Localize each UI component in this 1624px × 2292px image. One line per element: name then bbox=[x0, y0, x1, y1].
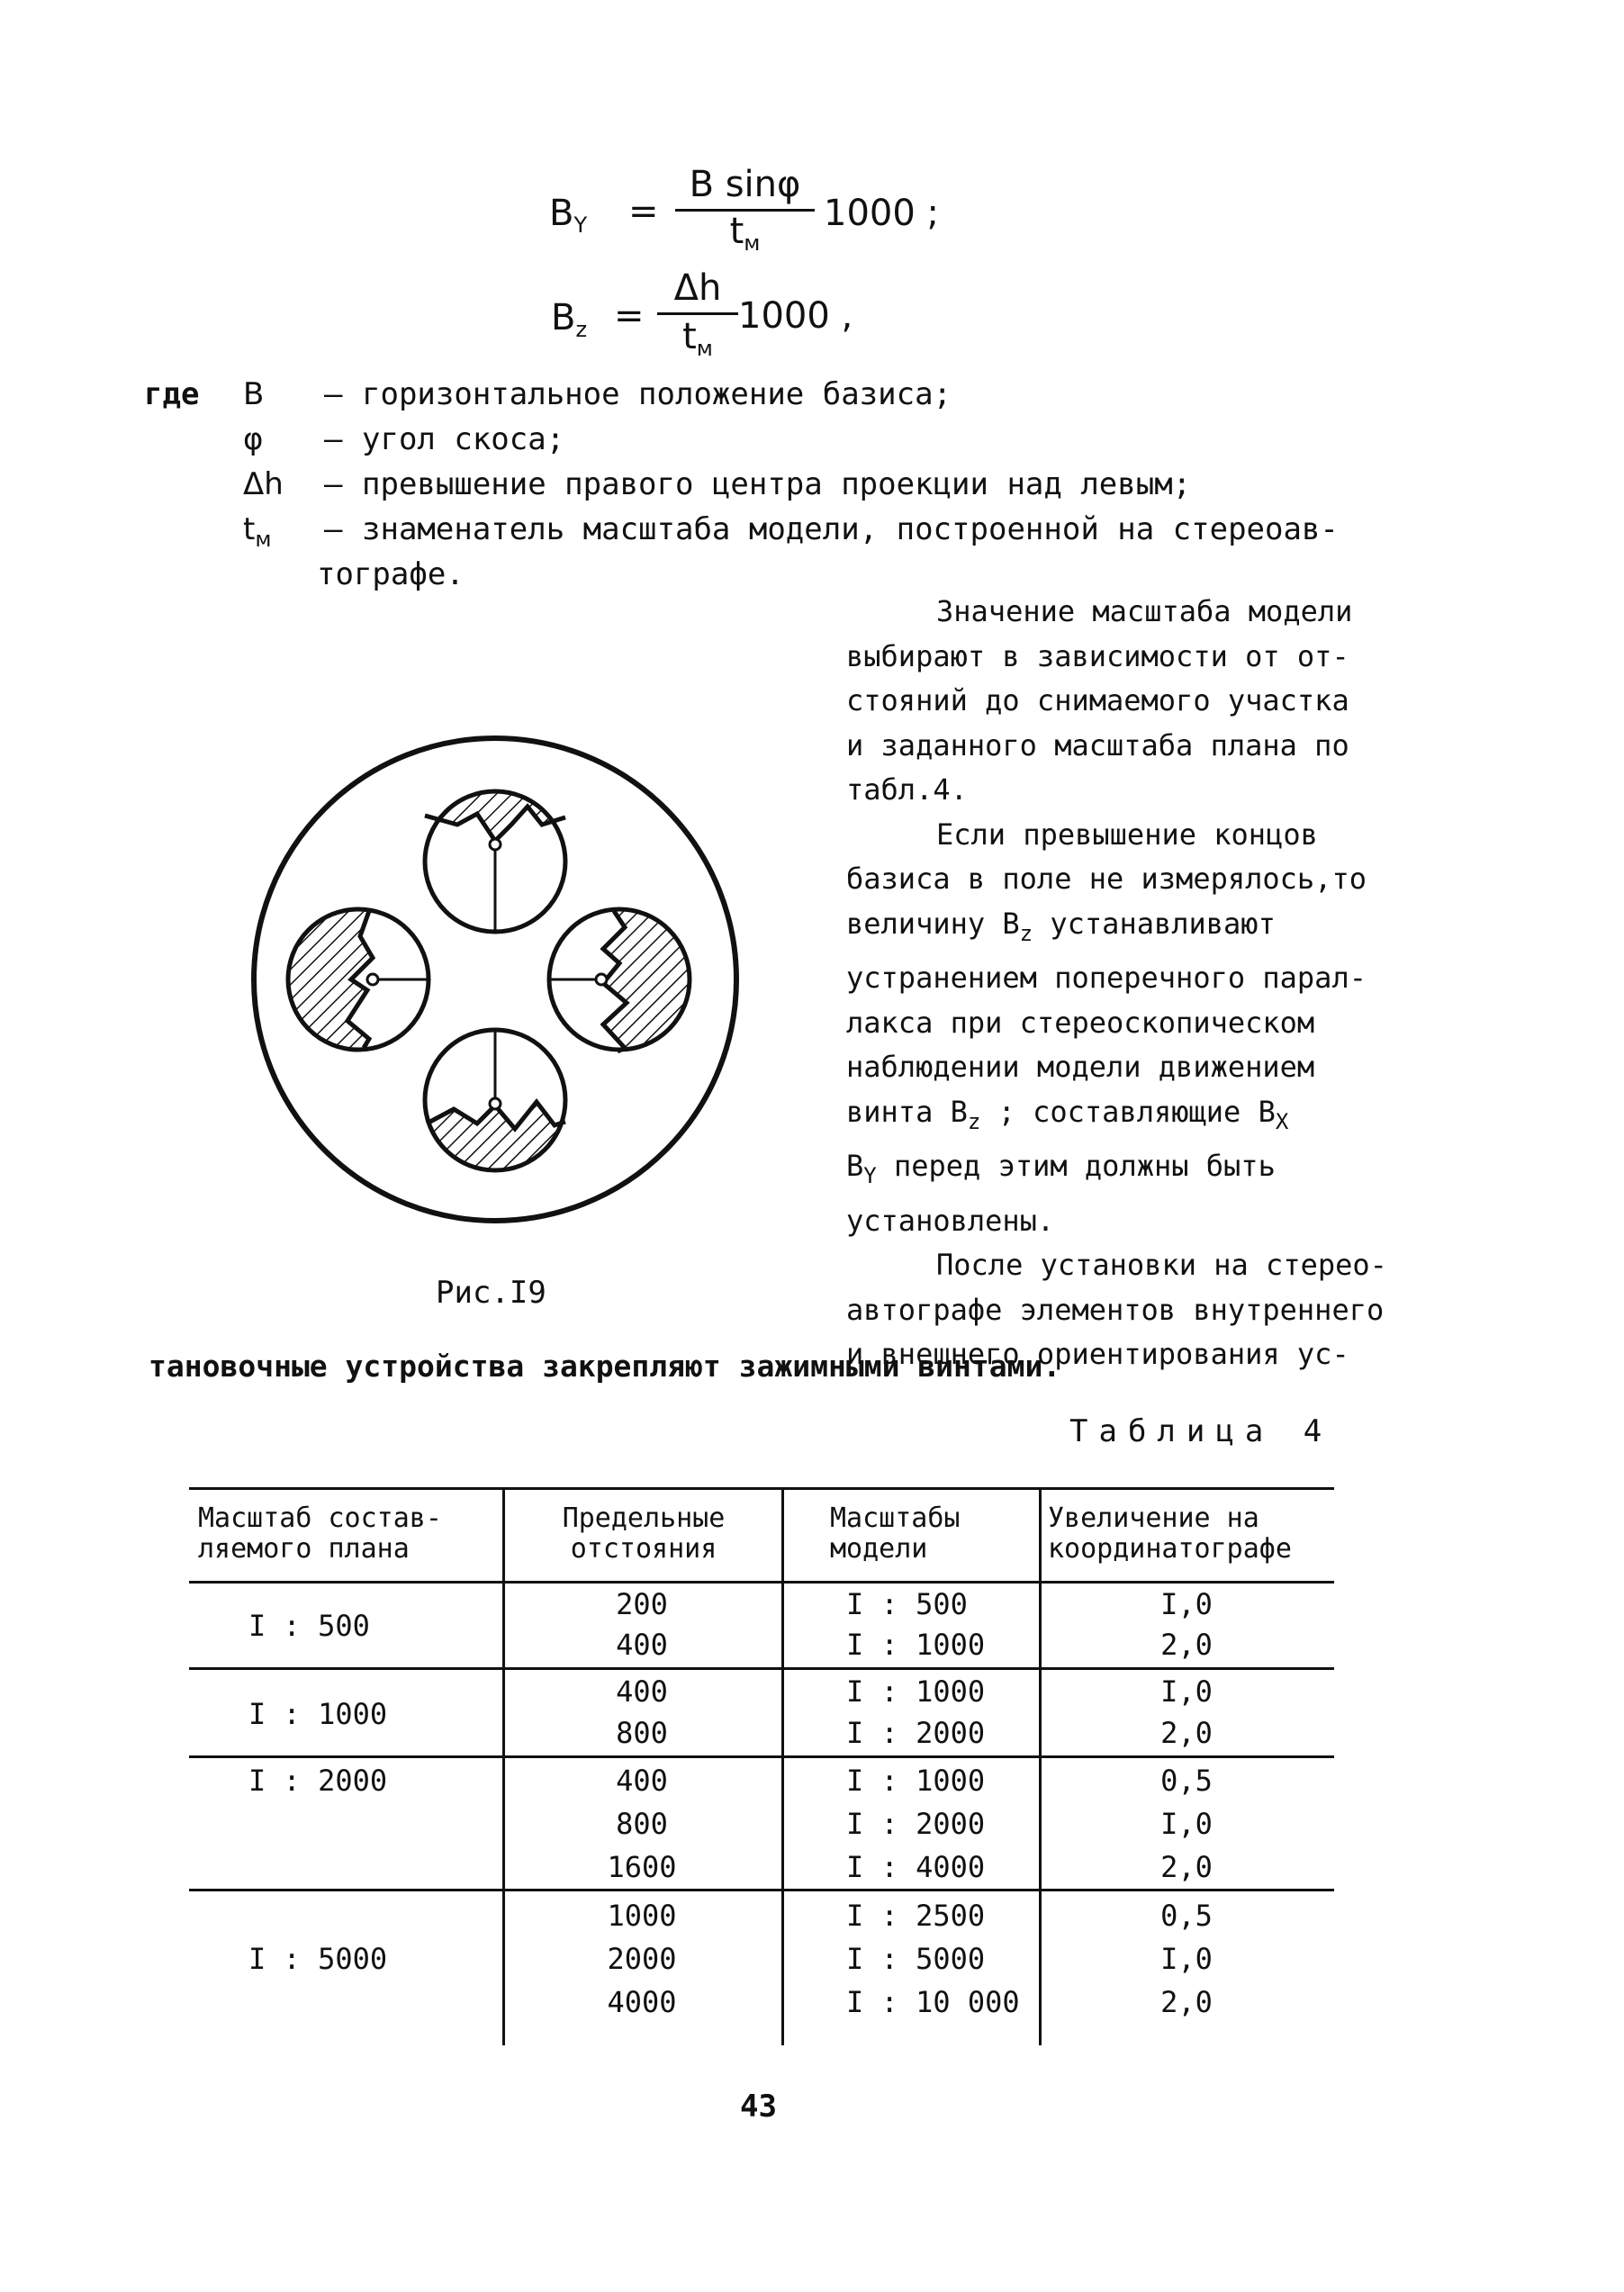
text-line: лакса при стереоскопическом bbox=[846, 1005, 1315, 1040]
text-line: установлены. bbox=[846, 1203, 1055, 1238]
text-line bbox=[846, 902, 1422, 957]
continuation-line: тановочные устройства закрепляют зажимными винтами. bbox=[149, 1349, 1061, 1384]
formula-bz-lhs-letter: B bbox=[551, 297, 576, 338]
bottom-hatched-region bbox=[403, 1102, 587, 1178]
table-cell-model: I : 500 bbox=[846, 1587, 968, 1621]
definition-lead-word: где bbox=[144, 376, 200, 412]
formula-by-equals: = bbox=[628, 191, 659, 232]
definition-text: превышение правого центра проекции над левым; bbox=[362, 466, 1192, 502]
table-cell-distance: 400 bbox=[616, 1628, 668, 1662]
text-fragment: винта B bbox=[846, 1094, 968, 1129]
text-line bbox=[846, 1090, 1422, 1145]
formula-by bbox=[549, 164, 939, 263]
table-cell-distance: 1600 bbox=[607, 1850, 677, 1884]
header-line: Масштаб состав- bbox=[198, 1502, 442, 1534]
table-cell-distance: 400 bbox=[616, 1764, 668, 1798]
table-column-rule bbox=[781, 1487, 784, 2045]
figure-caption: Рис.I9 bbox=[436, 1275, 546, 1311]
formula-bz-denominator bbox=[657, 316, 738, 361]
text-line: выбирают в зависимости от от- bbox=[846, 638, 1349, 673]
table-group-rule bbox=[189, 1755, 1334, 1758]
text-fragment: ; составляющие B bbox=[980, 1094, 1276, 1129]
table-cell-magnification: I,0 bbox=[1160, 1587, 1213, 1621]
table-cell-magnification: 2,0 bbox=[1160, 1985, 1213, 2019]
table-cell-distance: 2000 bbox=[607, 1942, 677, 1976]
formula-by-denominator bbox=[675, 211, 815, 256]
text-line: После установки на стерео- bbox=[936, 1248, 1387, 1282]
table-cell-model: I : 1000 bbox=[846, 1628, 986, 1662]
top-mark bbox=[403, 781, 587, 932]
text-line: и внешнего ориентирования ус- bbox=[846, 1337, 1349, 1371]
table-cell-distance: 800 bbox=[616, 1716, 668, 1750]
table-cell-magnification: I,0 bbox=[1160, 1942, 1213, 1976]
formula-bz-lhs-sub: z bbox=[575, 317, 588, 342]
formula-bz-equals: = bbox=[614, 295, 645, 337]
text-line bbox=[846, 1144, 1422, 1199]
text-line: табл.4. bbox=[846, 772, 968, 807]
table-cell-distance: 200 bbox=[616, 1587, 668, 1621]
formula-bz bbox=[551, 267, 911, 365]
right-index-dot bbox=[596, 974, 607, 985]
formula-bz-den-sub: м bbox=[696, 336, 713, 361]
left-index-dot bbox=[367, 974, 378, 985]
definition-continuation-text: тографе. bbox=[317, 556, 465, 592]
header-line: Увеличение на bbox=[1048, 1502, 1259, 1534]
table-cell-model: I : 2000 bbox=[846, 1807, 986, 1841]
text-line: наблюдении модели движением bbox=[846, 1050, 1315, 1084]
table-cell-magnification: 2,0 bbox=[1160, 1628, 1213, 1662]
table-header-model-scale bbox=[830, 1503, 961, 1565]
figure-19-diagram bbox=[241, 727, 745, 1232]
header-line: модели bbox=[830, 1533, 928, 1565]
header-line: отстояния bbox=[570, 1533, 717, 1565]
table-cell-plan: I : 1000 bbox=[248, 1697, 388, 1731]
top-index-dot bbox=[490, 839, 501, 850]
table-caption: Таблица 4 bbox=[1069, 1413, 1333, 1449]
definition-text: горизонтальное положение базиса; bbox=[362, 376, 952, 412]
text-line: устранением поперечного парал- bbox=[846, 961, 1367, 995]
table-cell-model: I : 1000 bbox=[846, 1764, 986, 1798]
text-line: стояний до снимаемого участка bbox=[846, 683, 1349, 717]
definition-symbol: B bbox=[243, 376, 265, 412]
text-line: Если превышение концов bbox=[936, 817, 1318, 852]
table-cell-plan: I : 2000 bbox=[248, 1764, 388, 1798]
table-cell-distance: 800 bbox=[616, 1807, 668, 1841]
bottom-index-dot bbox=[490, 1098, 501, 1109]
table-cell-magnification: I,0 bbox=[1160, 1807, 1213, 1841]
definition-symbol: φ bbox=[243, 421, 264, 457]
text-line: базиса в поле не измерялось,то bbox=[846, 862, 1367, 896]
table-cell-distance: 4000 bbox=[607, 1985, 677, 2019]
formula-bz-fraction-line bbox=[657, 312, 738, 315]
formula-bz-numerator: Δh bbox=[673, 267, 722, 309]
table-cell-distance: 1000 bbox=[607, 1899, 677, 1933]
table-cell-distance: 400 bbox=[616, 1674, 668, 1709]
text-fragment: B bbox=[846, 1149, 864, 1183]
table-cell-plan: I : 5000 bbox=[248, 1942, 388, 1976]
subscript: z bbox=[1019, 920, 1033, 946]
text-line: и заданного масштаба плана по bbox=[846, 727, 1349, 762]
table-cell-model: I : 2000 bbox=[846, 1716, 986, 1750]
definition-dash: – bbox=[324, 421, 343, 457]
definition-symbol-letter: t bbox=[243, 511, 256, 547]
header-line: Масштабы bbox=[830, 1502, 961, 1534]
subscript: Y bbox=[863, 1163, 877, 1188]
formula-bz-lhs bbox=[551, 297, 587, 342]
table-cell-model: I : 10 000 bbox=[846, 1985, 1020, 2019]
formula-by-den-sub: м bbox=[744, 230, 761, 256]
formula-by-lhs bbox=[549, 193, 587, 238]
page-number: 43 bbox=[740, 2089, 777, 2125]
table-cell-magnification: 2,0 bbox=[1160, 1716, 1213, 1750]
table-header-distances bbox=[522, 1503, 765, 1565]
definition-dash: – bbox=[324, 376, 343, 412]
table-cell-model: I : 5000 bbox=[846, 1942, 986, 1976]
formula-by-lhs-letter: B bbox=[549, 193, 574, 234]
definition-symbol bbox=[243, 511, 271, 552]
table-header-magnification bbox=[1048, 1503, 1292, 1565]
header-line: Предельные bbox=[562, 1502, 726, 1534]
table-cell-model: I : 4000 bbox=[846, 1850, 986, 1884]
text-line: автографе элементов внутреннего bbox=[846, 1292, 1385, 1327]
scale-table bbox=[189, 1487, 1334, 2045]
table-cell-model: I : 1000 bbox=[846, 1674, 986, 1709]
text-fragment: величину B bbox=[846, 906, 1020, 941]
formula-by-tail: 1000 ; bbox=[824, 193, 939, 234]
left-mark bbox=[277, 889, 429, 1069]
text-fragment: устанавливают bbox=[1033, 906, 1276, 941]
definition-text: угол скоса; bbox=[362, 421, 565, 457]
table-cell-plan: I : 500 bbox=[248, 1609, 370, 1643]
header-line: координатографе bbox=[1048, 1533, 1292, 1565]
definition-symbol: Δh bbox=[243, 466, 284, 502]
definition-text: знаменатель масштаба модели, построенной на стереоав- bbox=[362, 511, 1339, 547]
right-column-text bbox=[846, 590, 1422, 1377]
formula-bz-den-letter: t bbox=[682, 316, 697, 357]
table-cell-model: I : 2500 bbox=[846, 1899, 986, 1933]
subscript: X bbox=[1275, 1108, 1289, 1134]
table-cell-magnification: 2,0 bbox=[1160, 1850, 1213, 1884]
subscript: z bbox=[967, 1108, 981, 1134]
table-header-plan-scale bbox=[198, 1503, 442, 1565]
table-cell-magnification: 0,5 bbox=[1160, 1764, 1213, 1798]
formula-bz-tail: 1000 , bbox=[738, 295, 853, 337]
table-cell-magnification: I,0 bbox=[1160, 1674, 1213, 1709]
formula-by-lhs-sub: Y bbox=[573, 212, 588, 238]
definition-dash: – bbox=[324, 511, 343, 547]
text-line: Значение масштаба модели bbox=[936, 594, 1353, 628]
formula-by-numerator: B sinφ bbox=[689, 164, 801, 205]
formula-by-den-letter: t bbox=[729, 211, 744, 252]
table-top-rule bbox=[189, 1487, 1334, 1490]
bottom-mark bbox=[403, 1030, 587, 1178]
right-mark bbox=[549, 889, 709, 1069]
header-line: ляемого плана bbox=[198, 1533, 410, 1565]
definition-dash: – bbox=[324, 466, 343, 502]
definition-symbol-sub: м bbox=[255, 527, 272, 552]
text-fragment: перед этим должны быть bbox=[876, 1149, 1276, 1183]
table-cell-magnification: 0,5 bbox=[1160, 1899, 1213, 1933]
